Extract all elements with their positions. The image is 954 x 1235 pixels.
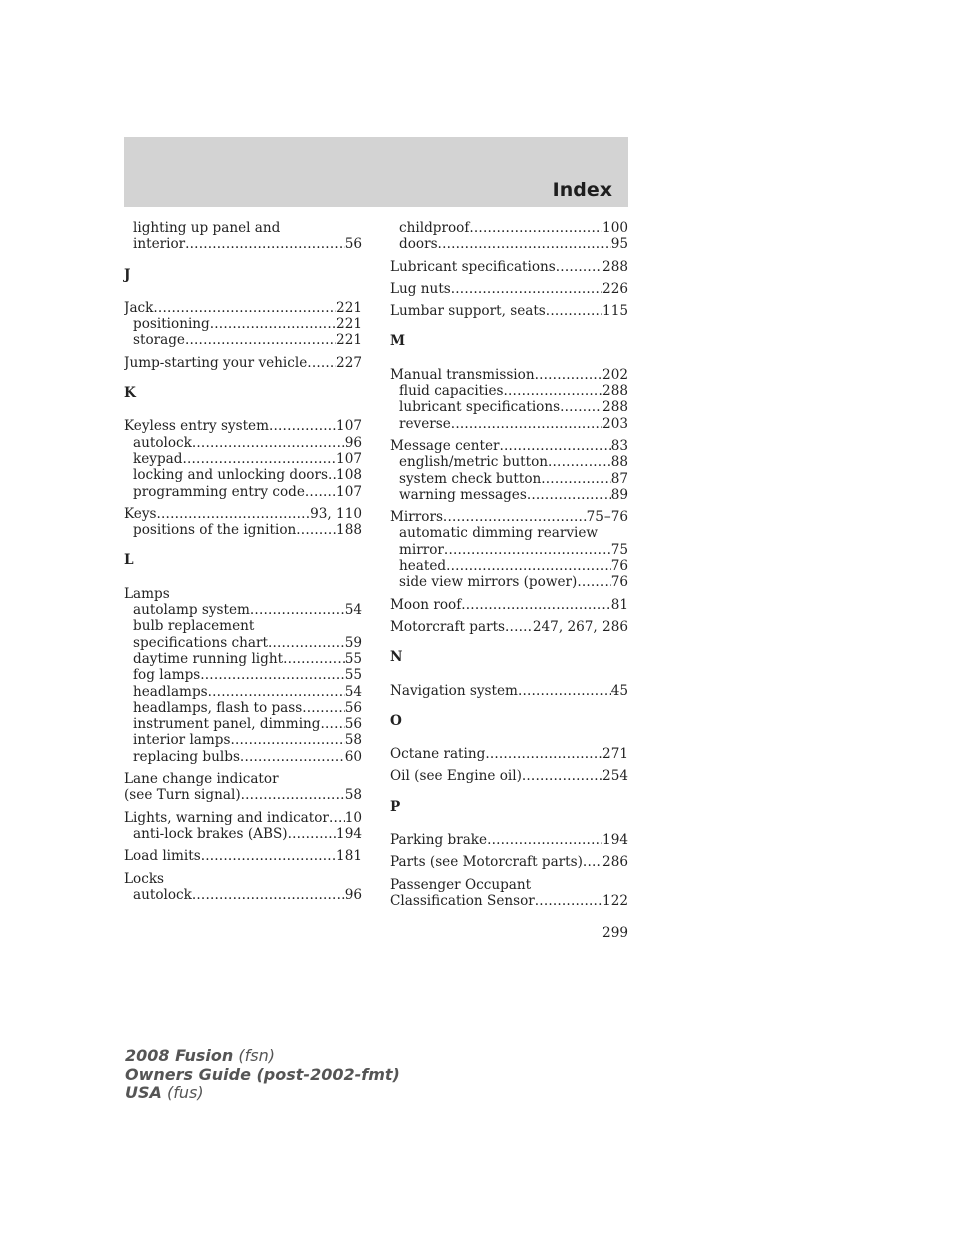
dot-leader	[444, 542, 611, 558]
entry-text: Oil (see Engine oil)	[390, 768, 522, 785]
entry-text: Keyless entry system	[124, 418, 269, 435]
entry-text: autolock	[133, 886, 192, 903]
entry-text: Mirrors	[390, 509, 443, 526]
entry-page: 288	[602, 399, 628, 416]
index-entry	[390, 832, 628, 848]
index-entry	[390, 683, 628, 699]
dot-leader	[230, 732, 344, 748]
dot-leader	[296, 522, 336, 538]
entry-text: Parking brake	[390, 832, 488, 849]
dot-leader	[241, 787, 345, 803]
index-subentry	[124, 732, 362, 748]
dot-leader	[487, 832, 602, 848]
dot-leader	[522, 768, 602, 784]
index-entry	[390, 877, 628, 893]
entry-text: headlamps	[133, 683, 208, 700]
entry-text: specifications chart	[133, 634, 268, 651]
entry-text: Parts (see Motorcraft parts)	[390, 854, 583, 871]
index-letter-heading: K	[124, 385, 136, 402]
dot-leader	[527, 487, 611, 503]
index-subentry	[390, 574, 628, 590]
entry-page: 76	[610, 574, 628, 591]
entry-text: programming entry code	[133, 483, 305, 500]
dot-leader	[307, 355, 336, 371]
entry-page: 87	[610, 470, 628, 487]
index-entry	[124, 787, 362, 803]
entry-page: 83	[610, 437, 628, 454]
index-subentry	[390, 558, 628, 574]
entry-text: interior lamps	[133, 732, 231, 749]
entry-page: 96	[344, 434, 362, 451]
entry-page: 60	[344, 748, 362, 765]
entry-page: 247, 267, 286	[532, 618, 628, 635]
entry-text: lubricant specifications	[399, 399, 561, 416]
dot-leader	[321, 716, 345, 732]
dot-leader	[153, 300, 336, 316]
entry-text: daytime running light	[133, 650, 284, 667]
page-title: Index	[552, 179, 612, 201]
entry-text: Lug nuts	[390, 280, 451, 297]
index-entry	[390, 509, 628, 525]
entry-text: headlamps, flash to pass	[133, 699, 303, 716]
entry-page: 81	[610, 596, 628, 613]
dot-leader	[268, 635, 345, 651]
entry-text: reverse	[399, 415, 451, 432]
index-subentry	[124, 667, 362, 683]
index-subentry	[124, 749, 362, 765]
dot-leader	[541, 471, 610, 487]
entry-page: 56	[344, 699, 362, 716]
dot-leader	[210, 316, 336, 332]
entry-text: Keys	[124, 505, 157, 522]
entry-text: Message center	[390, 437, 500, 454]
index-subentry	[124, 700, 362, 716]
entry-text: doors	[399, 236, 438, 253]
dot-leader	[451, 281, 602, 297]
entry-page: 107	[336, 450, 362, 467]
entry-text: bulb replacement	[133, 618, 255, 635]
index-subentry	[124, 236, 362, 252]
dot-leader	[208, 684, 345, 700]
entry-text: Moon roof	[390, 596, 462, 613]
index-letter-heading: M	[390, 333, 406, 350]
entry-text: Motorcraft parts	[390, 618, 506, 635]
entry-page: 288	[602, 383, 628, 400]
index-entry	[124, 586, 362, 602]
entry-text: replacing bulbs	[133, 748, 240, 765]
dot-leader	[250, 602, 345, 618]
footer-line-3: USA (fus)	[125, 1083, 204, 1102]
entry-page: 58	[344, 732, 362, 749]
dot-leader	[305, 484, 336, 500]
entry-page: 54	[344, 683, 362, 700]
dot-leader	[461, 597, 610, 613]
index-letter-heading: P	[390, 798, 401, 815]
entry-text: anti-lock brakes (ABS)	[133, 825, 288, 842]
entry-page: 56	[344, 236, 362, 253]
entry-page: 288	[602, 258, 628, 275]
entry-text: instrument panel, dimming	[133, 716, 321, 733]
page-number: 299	[602, 925, 628, 941]
index-entry	[390, 367, 628, 383]
index-entry	[390, 259, 628, 275]
dot-leader	[269, 418, 336, 434]
entry-text: positions of the ignition	[133, 522, 297, 539]
entry-text: keypad	[133, 450, 183, 467]
index-subentry	[124, 467, 362, 483]
entry-page: 56	[344, 716, 362, 733]
index-entry	[390, 619, 628, 635]
index-column-left	[124, 220, 362, 903]
entry-page: 221	[336, 316, 362, 333]
dot-leader	[446, 558, 611, 574]
dot-leader	[469, 220, 602, 236]
entry-text: heated	[399, 558, 447, 575]
footer-line-2: Owners Guide (post-2002-fmt)	[125, 1064, 400, 1084]
entry-text: system check button	[399, 470, 542, 487]
entry-text: side view mirrors (power)	[399, 574, 578, 591]
entry-page: 122	[602, 892, 628, 909]
entry-text: Lights, warning and indicator	[124, 809, 329, 826]
entry-text: automatic dimming rearview	[399, 525, 599, 542]
index-subentry	[124, 451, 362, 467]
entry-page: 96	[344, 886, 362, 903]
entry-text: Passenger Occupant	[390, 876, 532, 893]
index-subentry	[124, 484, 362, 500]
entry-text: storage	[133, 332, 185, 349]
index-entry	[390, 597, 628, 613]
index-subentry	[124, 887, 362, 903]
entry-text: Classification Sensor	[390, 892, 535, 909]
entry-page: 55	[344, 650, 362, 667]
entry-text: Jump-starting your vehicle	[124, 354, 308, 371]
entry-text: Lane change indicator	[124, 771, 279, 788]
dot-leader	[328, 467, 336, 483]
index-subentry	[390, 416, 628, 432]
dot-leader	[535, 367, 602, 383]
footer	[125, 1047, 400, 1103]
index-entry	[390, 281, 628, 297]
dot-leader	[192, 887, 345, 903]
index-subentry	[124, 602, 362, 618]
entry-page: 95	[610, 236, 628, 253]
entry-page: 88	[610, 454, 628, 471]
entry-text: Load limits	[124, 848, 201, 865]
dot-leader	[182, 451, 336, 467]
index-entry	[124, 810, 362, 826]
entry-text: Locks	[124, 870, 165, 887]
entry-page: 10	[344, 809, 362, 826]
entry-text: lighting up panel and	[133, 220, 281, 236]
index-entry	[124, 418, 362, 434]
entry-text: interior	[133, 236, 186, 253]
index-subentry	[124, 332, 362, 348]
dot-leader	[201, 848, 336, 864]
entry-text: Lubricant specifications	[390, 258, 556, 275]
entry-page: 221	[336, 332, 362, 349]
entry-page: 55	[344, 667, 362, 684]
entry-text: locking and unlocking doors	[133, 467, 328, 484]
dot-leader	[283, 651, 345, 667]
entry-page: 45	[610, 682, 628, 699]
entry-text: Octane rating	[390, 746, 486, 763]
index-entry	[390, 893, 628, 909]
index-subentry	[124, 316, 362, 332]
entry-text: warning messages	[399, 486, 527, 503]
entry-text: Jack	[124, 299, 154, 316]
index-subentry	[390, 525, 628, 541]
index-entry	[390, 768, 628, 784]
entry-page: 221	[336, 299, 362, 316]
index-subentry	[124, 435, 362, 451]
dot-leader	[157, 506, 311, 522]
entry-page: 115	[602, 303, 628, 320]
footer-line-1: 2008 Fusion (fsn)	[125, 1046, 275, 1065]
entry-page: 107	[336, 483, 362, 500]
entry-text: Manual transmission	[390, 366, 535, 383]
index-entry	[124, 355, 362, 371]
dot-leader	[500, 438, 611, 454]
index-subentry	[124, 684, 362, 700]
index-subentry	[390, 399, 628, 415]
index-subentry	[390, 542, 628, 558]
entry-page: 254	[602, 768, 628, 785]
index-letter-heading: N	[390, 649, 403, 666]
entry-page: 194	[336, 825, 362, 842]
index-subentry	[390, 471, 628, 487]
dot-leader	[518, 683, 611, 699]
dot-leader	[329, 810, 345, 826]
entry-page: 194	[602, 832, 628, 849]
entry-page: 227	[336, 354, 362, 371]
dot-leader	[505, 619, 533, 635]
dot-leader	[560, 399, 602, 415]
dot-leader	[192, 435, 345, 451]
entry-page: 58	[344, 787, 362, 804]
index-entry	[124, 300, 362, 316]
dot-leader	[577, 574, 610, 590]
index-entry	[124, 506, 362, 522]
index-subentry	[124, 716, 362, 732]
index-subentry	[124, 618, 362, 634]
entry-text: Navigation system	[390, 682, 518, 699]
entry-page: 100	[602, 220, 628, 236]
index-entry	[390, 746, 628, 762]
entry-text: fluid capacities	[399, 383, 504, 400]
index-entry	[390, 854, 628, 870]
entry-text: english/metric button	[399, 454, 549, 471]
header-band	[124, 137, 628, 207]
index-subentry	[124, 651, 362, 667]
entry-text: Lumbar support, seats	[390, 303, 546, 320]
dot-leader	[288, 826, 336, 842]
index-subentry	[390, 454, 628, 470]
dot-leader	[185, 332, 336, 348]
entry-page: 181	[336, 848, 362, 865]
index-subentry	[124, 522, 362, 538]
dot-leader	[583, 854, 602, 870]
dot-leader	[485, 746, 602, 762]
index-subentry	[390, 383, 628, 399]
dot-leader	[451, 416, 602, 432]
entry-page: 75	[610, 541, 628, 558]
entry-page: 89	[610, 486, 628, 503]
index-column-right	[390, 220, 628, 909]
entry-text: autolamp system	[133, 602, 250, 619]
entry-text: (see Turn signal)	[124, 787, 241, 804]
index-entry	[124, 848, 362, 864]
entry-page: 108	[336, 467, 362, 484]
entry-page: 226	[602, 280, 628, 297]
entry-page: 107	[336, 418, 362, 435]
entry-page: 75–76	[586, 509, 628, 526]
dot-leader	[504, 383, 603, 399]
dot-leader	[546, 303, 602, 319]
entry-page: 271	[602, 746, 628, 763]
index-entry	[390, 438, 628, 454]
entry-page: 188	[336, 522, 362, 539]
entry-text: autolock	[133, 434, 192, 451]
entry-page: 93, 110	[310, 505, 362, 522]
index-subentry	[124, 220, 362, 236]
dot-leader	[185, 236, 345, 252]
dot-leader	[443, 509, 587, 525]
index-subentry	[390, 487, 628, 503]
entry-page: 59	[344, 634, 362, 651]
entry-page: 286	[602, 854, 628, 871]
dot-leader	[556, 259, 602, 275]
index-letter-heading: J	[124, 266, 131, 283]
dot-leader	[548, 454, 611, 470]
dot-leader	[200, 667, 344, 683]
entry-text: fog lamps	[133, 667, 201, 684]
index-entry	[124, 871, 362, 887]
dot-leader	[438, 236, 611, 252]
entry-page: 76	[610, 558, 628, 575]
index-subentry	[390, 236, 628, 252]
index-subentry	[390, 220, 628, 236]
entry-text: childproof	[399, 220, 470, 236]
index-entry	[390, 303, 628, 319]
entry-text: mirror	[399, 541, 444, 558]
dot-leader	[302, 700, 344, 716]
index-letter-heading: O	[390, 712, 402, 729]
index-subentry	[124, 635, 362, 651]
dot-leader	[240, 749, 345, 765]
entry-text: positioning	[133, 316, 210, 333]
dot-leader	[535, 893, 602, 909]
entry-page: 54	[344, 602, 362, 619]
entry-page: 202	[602, 366, 628, 383]
entry-text: Lamps	[124, 585, 170, 602]
index-entry	[124, 771, 362, 787]
index-subentry	[124, 826, 362, 842]
index-letter-heading: L	[124, 552, 134, 569]
entry-page: 203	[602, 415, 628, 432]
